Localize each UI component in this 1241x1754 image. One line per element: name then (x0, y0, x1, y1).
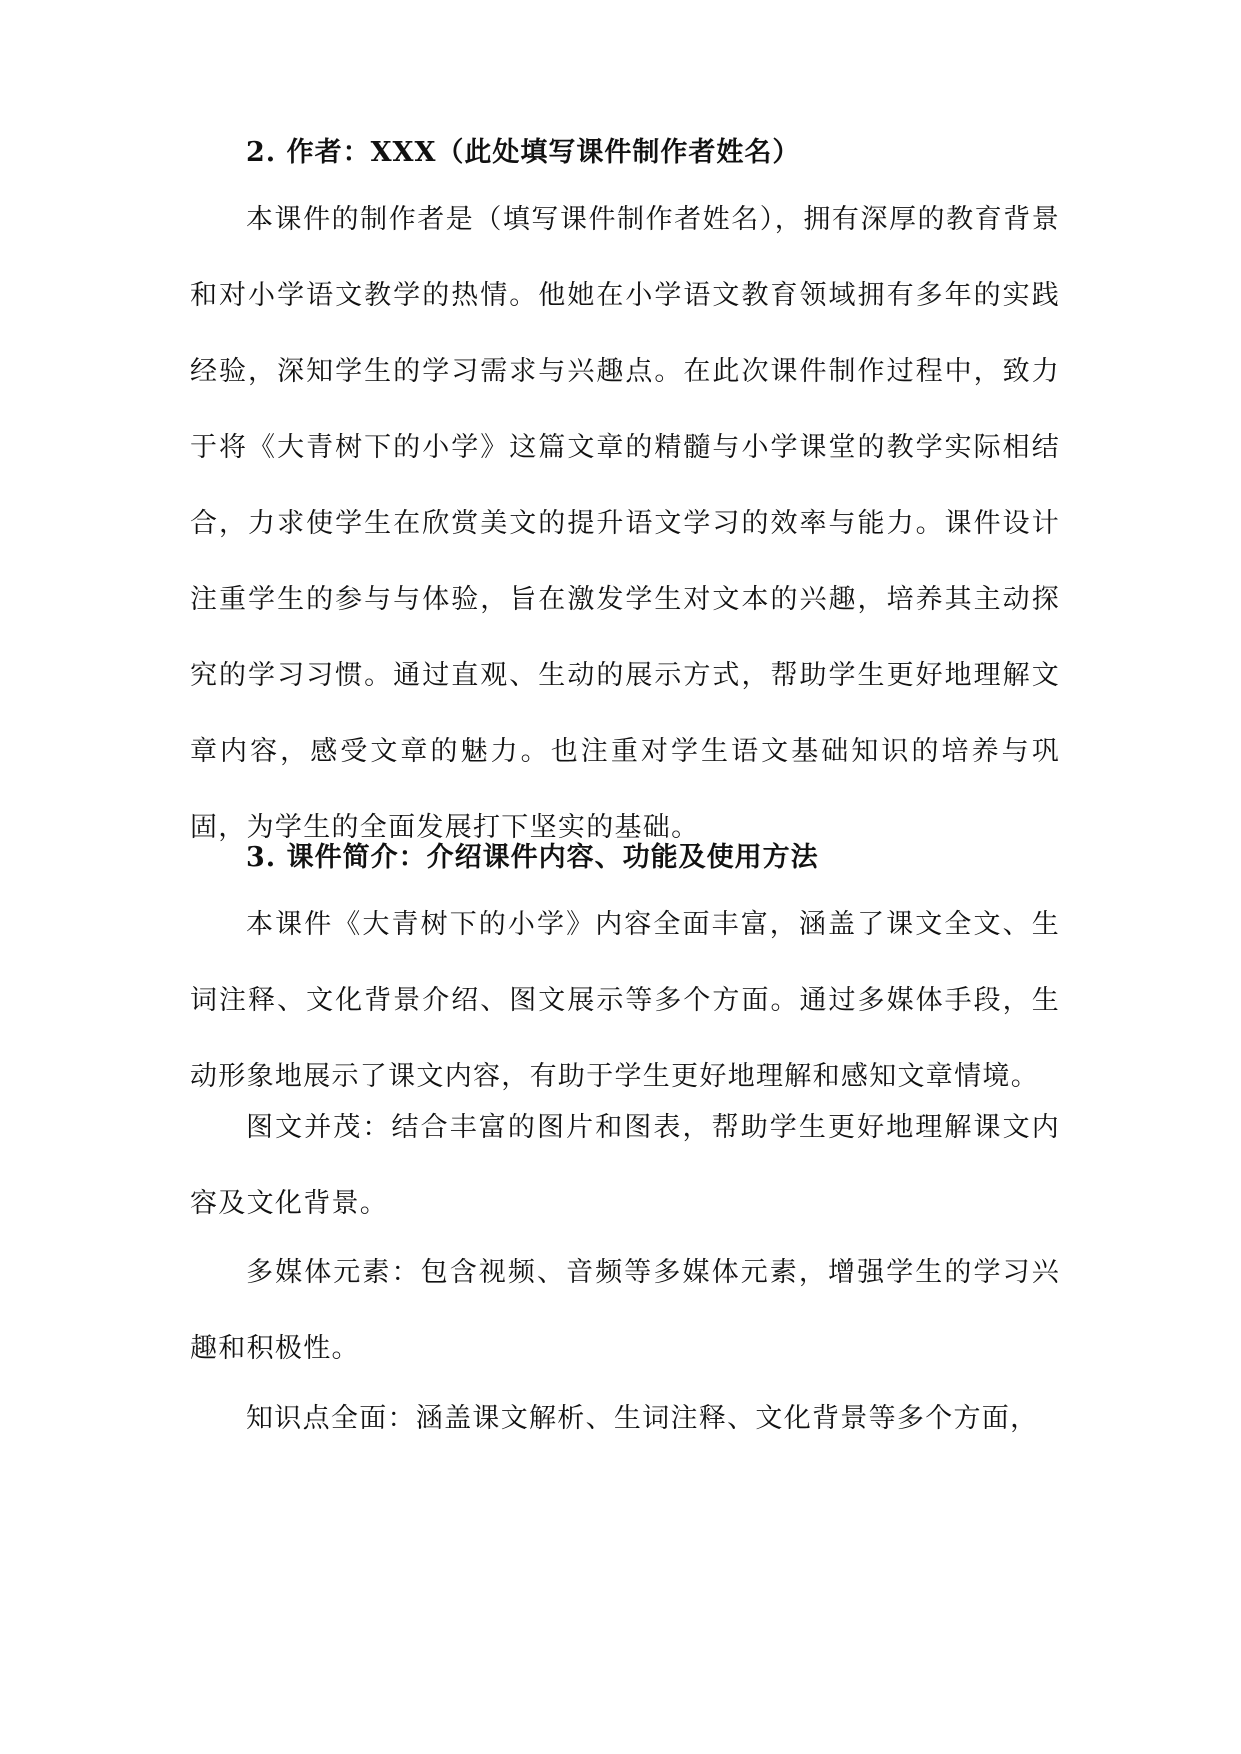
section-3-intro: 本课件《大青树下的小学》内容全面丰富，涵盖了课文全文、生词注释、文化背景介绍、图文展示等多个方面。通过多媒体手段，生动形象地展示了课文内容，有助于学生更好地理解和感知文章情境。 (190, 909, 1060, 1092)
feature-multimedia-paragraph: 多媒体元素：包含视频、音频等多媒体元素，增强学生的学习兴趣和积极性。 (190, 1257, 1060, 1364)
section-3-heading: 3. 课件简介：介绍课件内容、功能及使用方法 (246, 842, 819, 873)
section-2-heading: 2. 作者：XXX（此处填写课件制作者姓名） (246, 137, 801, 168)
section-2-body: 本课件的制作者是（填写课件制作者姓名），拥有深厚的教育背景和对小学语文教学的热情。他她在小学语文教育领域拥有多年的实践经验，深知学生的学习需求与兴趣点。在此次课件制作过程中，致力于将《大青树下的小学》这篇文章的精髓与小学课堂的教学实际相结合，力求使学生在欣赏美文的提升语文学习的效率与能力。课件设计注重学生的参与与体验，旨在激发学生对文本的兴趣，培养其主动探究的学习习惯。通过直观、生动的展示方式，帮助学生更好地理解文章内容，感受文章的魅力。也注重对学生语文基础知识的培养与巩固，为学生的全面发展打下坚实的基础。 (190, 204, 1060, 843)
feature-knowledge-paragraph: 知识点全面：涵盖课文解析、生词注释、文化背景等多个方面， (246, 1403, 1039, 1434)
feature-images-paragraph: 图文并茂：结合丰富的图片和图表，帮助学生更好地理解课文内容及文化背景。 (190, 1112, 1060, 1219)
document-page (190, 0, 1060, 1754)
